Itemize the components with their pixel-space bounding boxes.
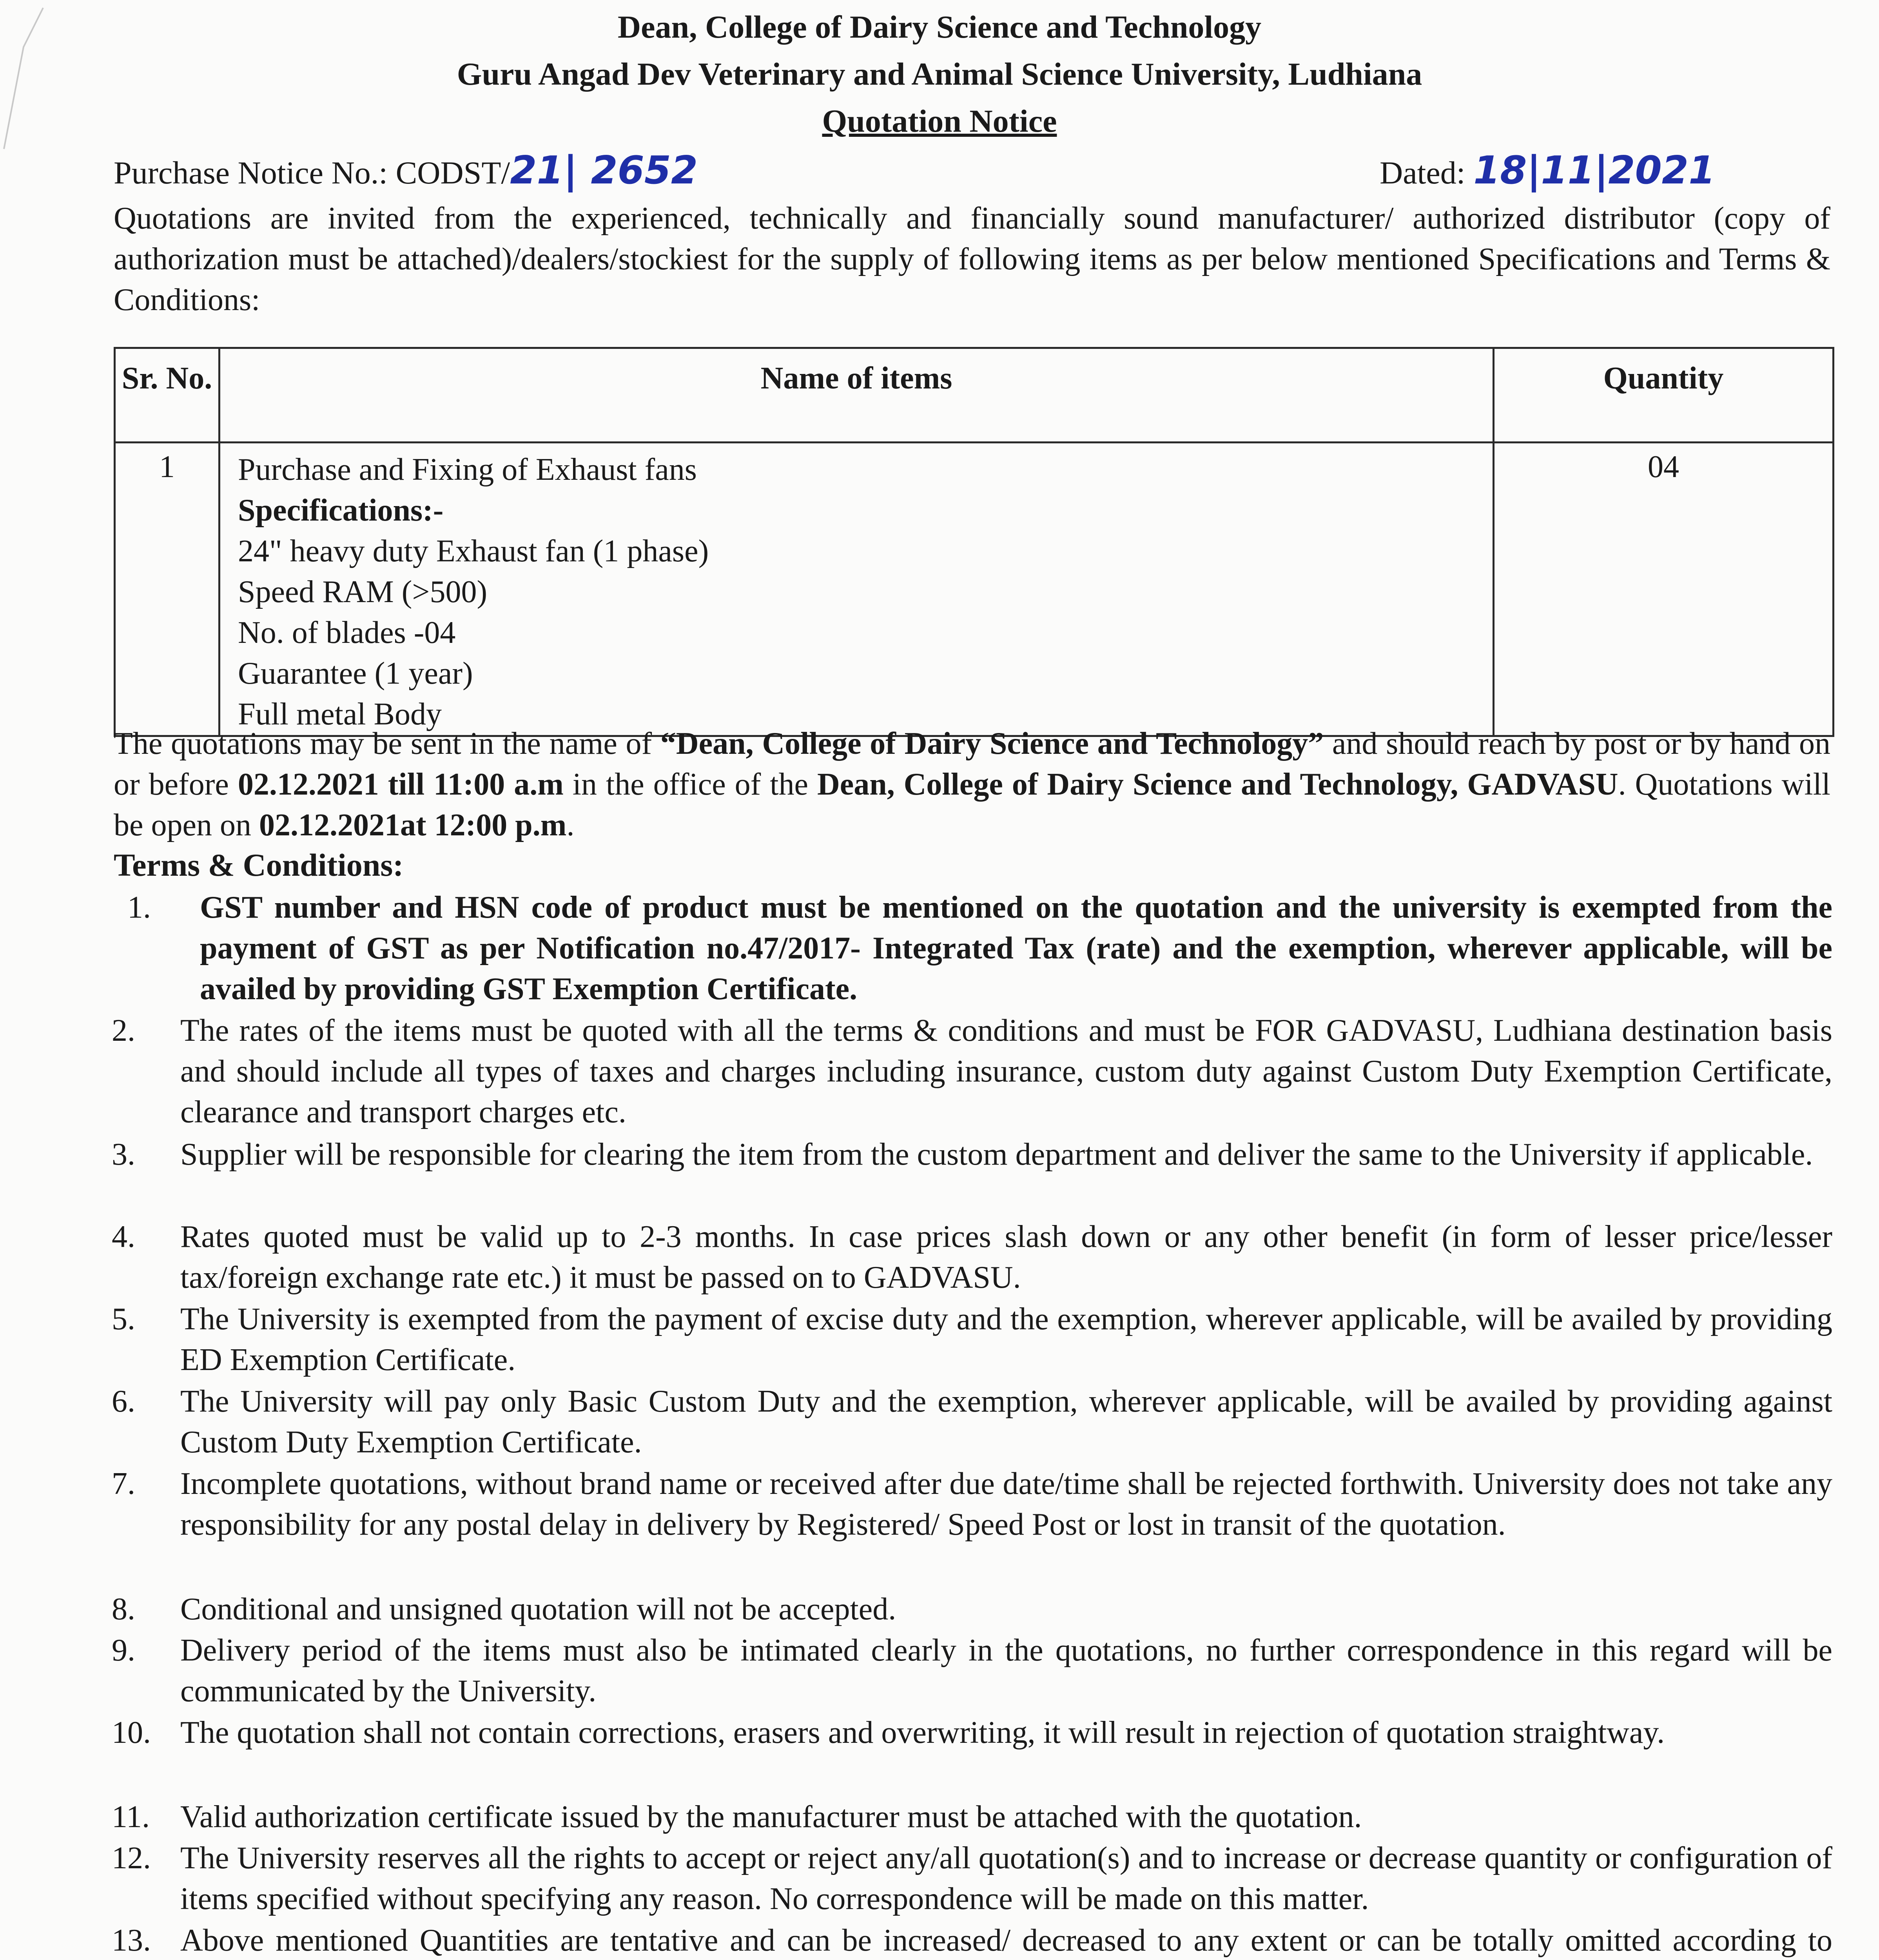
term-item bbox=[127, 887, 1832, 1009]
term-item bbox=[112, 1797, 1832, 1837]
term-number: 12. bbox=[112, 1841, 151, 1875]
spec-line: 24" heavy duty Exhaust fan (1 phase) bbox=[238, 534, 709, 568]
intro-paragraph: Quotations are invited from the experienced, technically and financially sound manufacturer/ authorized distributor (copy of authorization must be attached)/dealers/stockiest for the supply of following items as per below mentioned Specifications and Terms & Conditions: bbox=[114, 201, 1830, 317]
spec-line: Full metal Body bbox=[238, 697, 442, 731]
item-name: Purchase and Fixing of Exhaust fans bbox=[238, 452, 697, 487]
spec-line: No. of blades -04 bbox=[238, 615, 456, 650]
term-item bbox=[112, 1838, 1832, 1919]
term-text: Above mentioned Quantities are tentative and can be increased/ decreased to any extent or can be totally omitted according to bbox=[180, 1923, 1832, 1958]
term-text: Incomplete quotations, without brand name or received after due date/time shall be rejected forthwith. University does not take any responsibility for any postal delay in delivery by Registered/ Speed Post or lost in transit of the quotation. bbox=[180, 1466, 1832, 1542]
handwritten-date: 18|11|2021 bbox=[1473, 148, 1716, 193]
term-number: 8. bbox=[112, 1592, 135, 1626]
term-text: GST number and HSN code of product must be mentioned on the quotation and the university is exempted from the payment of GST as per Notification no.47/2017- Integrated Tax (rate) and the exemption, wherever applicable, will be availed by providing GST Exemption Certificate. bbox=[200, 890, 1832, 1006]
purchase-notice-label: Purchase Notice No.: CODST/ bbox=[114, 155, 510, 191]
header-university-line: Guru Angad Dev Veterinary and Animal Science University, Ludhiana bbox=[457, 56, 1422, 92]
send-deadline: 02.12.2021 till 11:00 a.m bbox=[238, 767, 564, 802]
header-quantity: Quantity bbox=[1494, 348, 1834, 443]
header-sr-no: Sr. No. bbox=[115, 348, 219, 443]
term-text: Rates quoted must be valid up to 2-3 months. In case prices slash down or any other benefit (in form of lesser price/lesser tax/foreign exchange rate etc.) it must be passed on to GADVASU. bbox=[180, 1220, 1832, 1295]
spec-line: Speed RAM (>500) bbox=[238, 575, 488, 609]
send-text: The quotations may be sent in the name of bbox=[114, 726, 660, 761]
send-opening-time: 02.12.2021at 12:00 p.m bbox=[259, 808, 567, 842]
notice-date bbox=[1380, 148, 1715, 193]
term-text: The rates of the items must be quoted with all the terms & conditions and must be FOR GADVASU, Ludhiana destination basis and should include all types of taxes and charges including insurance, custom duty against Custom Duty Exemption Certificate, clearance and transport charges etc. bbox=[180, 1013, 1832, 1129]
term-number: 7. bbox=[112, 1466, 135, 1501]
term-number: 3. bbox=[112, 1137, 135, 1172]
send-text: . bbox=[566, 808, 575, 842]
row-item-description bbox=[219, 443, 1494, 736]
send-text: . Quotations will be open on bbox=[114, 767, 1831, 842]
items-table bbox=[114, 347, 1834, 737]
term-item bbox=[112, 1630, 1832, 1711]
row-sr-no: 1 bbox=[115, 443, 219, 736]
term-text: The University is exempted from the payment of excise duty and the exemption, wherever applicable, will be availed by providing ED Exemption Certificate. bbox=[180, 1302, 1832, 1377]
terms-title: Terms & Conditions: bbox=[114, 847, 404, 883]
send-text: in the office of the bbox=[563, 767, 817, 802]
term-text: The University will pay only Basic Custom Duty and the exemption, wherever applicable, will be availed by providing against Custom Duty Exemption Certificate. bbox=[180, 1384, 1832, 1459]
term-number: 5. bbox=[112, 1302, 135, 1336]
term-item bbox=[112, 1712, 1832, 1753]
send-addressee: “Dean, College of Dairy Science and Technology” bbox=[660, 726, 1324, 761]
term-item bbox=[112, 1134, 1832, 1175]
term-number: 1. bbox=[127, 890, 151, 925]
submission-paragraph bbox=[114, 723, 1830, 846]
items-table-header-row bbox=[115, 348, 1834, 443]
term-text: The quotation shall not contain corrections, erasers and overwriting, it will result in rejection of quotation straightway. bbox=[180, 1715, 1665, 1750]
term-item bbox=[112, 1010, 1832, 1132]
term-text: Valid authorization certificate issued by the manufacturer must be attached with the quotation. bbox=[180, 1800, 1362, 1834]
term-number: 4. bbox=[112, 1220, 135, 1254]
handwritten-notice-number: 21| 2652 bbox=[510, 148, 698, 193]
term-number: 11. bbox=[112, 1800, 150, 1834]
term-item bbox=[112, 1920, 1832, 1960]
spec-line: Guarantee (1 year) bbox=[238, 656, 473, 691]
row-quantity: 04 bbox=[1494, 443, 1834, 736]
term-item bbox=[112, 1589, 1832, 1630]
term-item bbox=[112, 1381, 1832, 1463]
purchase-notice-number bbox=[114, 148, 698, 193]
send-text: and should reach by post or by hand on or before bbox=[114, 726, 1831, 802]
spec-title: Specifications:- bbox=[238, 493, 444, 528]
dated-label: Dated: bbox=[1380, 155, 1465, 191]
term-number: 13. bbox=[112, 1923, 151, 1958]
term-item bbox=[112, 1299, 1832, 1380]
term-item bbox=[112, 1463, 1832, 1545]
header-quotation-notice-title: Quotation Notice bbox=[822, 103, 1057, 139]
table-row bbox=[115, 443, 1834, 736]
term-number: 9. bbox=[112, 1633, 135, 1668]
term-item bbox=[112, 1216, 1832, 1298]
term-number: 10. bbox=[112, 1715, 151, 1750]
term-text: Conditional and unsigned quotation will not be accepted. bbox=[180, 1592, 896, 1626]
term-number: 6. bbox=[112, 1384, 135, 1419]
header-name-of-items: Name of items bbox=[219, 348, 1494, 443]
term-text: The University reserves all the rights to accept or reject any/all quotation(s) and to increase or decrease quantity or configuration of items specified without specifying any reason. No correspondence will be made on this matter. bbox=[180, 1841, 1832, 1916]
header-dean-line: Dean, College of Dairy Science and Technology bbox=[617, 9, 1262, 45]
term-text: Supplier will be responsible for clearing the item from the custom department and deliver the same to the University if applicable. bbox=[180, 1137, 1813, 1172]
term-text: Delivery period of the items must also be intimated clearly in the quotations, no further correspondence in this regard will be communicated by the University. bbox=[180, 1633, 1832, 1708]
send-office: Dean, College of Dairy Science and Technology, GADVASU bbox=[817, 767, 1618, 802]
term-number: 2. bbox=[112, 1013, 135, 1048]
